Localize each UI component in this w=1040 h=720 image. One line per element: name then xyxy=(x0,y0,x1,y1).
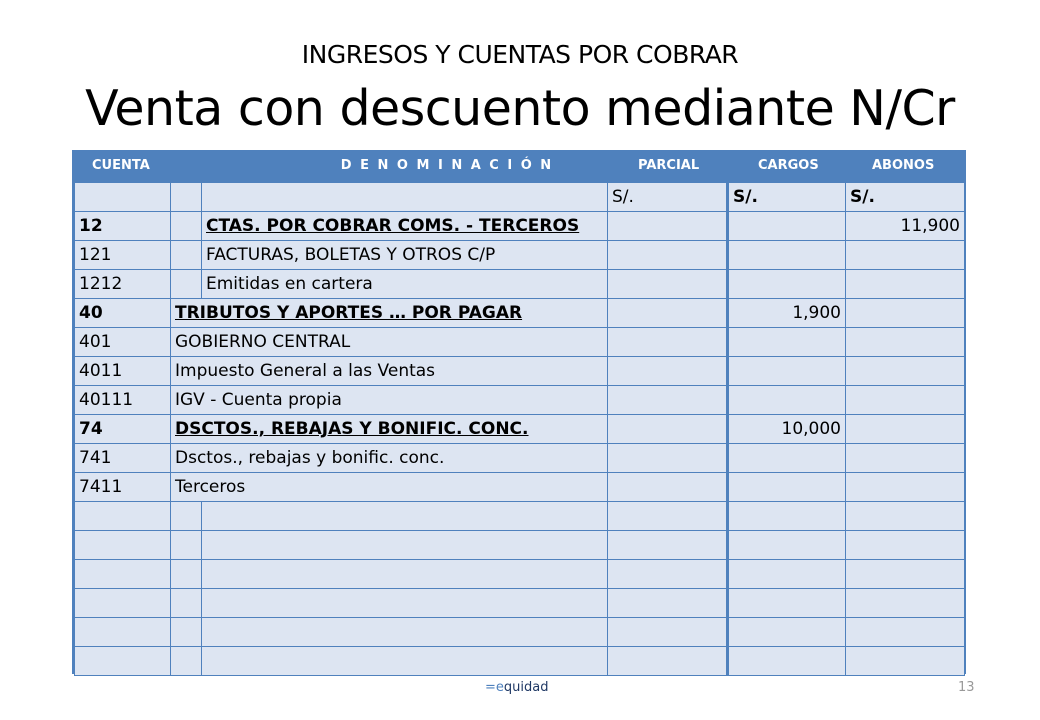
ledger-row xyxy=(75,299,965,328)
column-header-denominacion: D E N O M I N A C I Ó N xyxy=(340,158,554,173)
spacer-cell xyxy=(171,183,202,212)
spacer-cell xyxy=(171,270,202,299)
spacer-cell xyxy=(171,502,202,531)
ledger-row xyxy=(75,357,965,386)
cargos-amount xyxy=(728,473,846,502)
ledger-table xyxy=(72,180,966,674)
parcial-cell xyxy=(608,241,728,270)
currency-row xyxy=(75,183,965,212)
cuenta-cell xyxy=(75,502,171,531)
cuenta-cell xyxy=(75,618,171,647)
abonos-cell xyxy=(846,647,965,676)
account-code: 4011 xyxy=(75,357,171,386)
account-name: DSCTOS., REBAJAS Y BONIFIC. CONC. xyxy=(171,415,608,444)
empty-row xyxy=(75,560,965,589)
parcial-cell xyxy=(608,386,728,415)
spacer-cell xyxy=(171,241,202,270)
cargos-cell xyxy=(728,589,846,618)
account-code: 74 xyxy=(75,415,171,444)
abonos-amount xyxy=(846,444,965,473)
abonos-amount xyxy=(846,299,965,328)
parcial-cell xyxy=(608,328,728,357)
empty-row xyxy=(75,502,965,531)
cargos-cell xyxy=(728,560,846,589)
ledger-row xyxy=(75,386,965,415)
abonos-cell xyxy=(846,618,965,647)
cargos-amount: 10,000 xyxy=(728,415,846,444)
column-header-cuenta: CUENTA xyxy=(92,158,150,173)
cargos-amount: 1,900 xyxy=(728,299,846,328)
page-number: 13 xyxy=(958,680,975,695)
spacer-cell xyxy=(171,618,202,647)
spacer-cell xyxy=(171,560,202,589)
column-header-parcial: PARCIAL xyxy=(638,158,700,173)
ledger-row xyxy=(75,212,965,241)
cargos-cell xyxy=(728,531,846,560)
ledger-row xyxy=(75,473,965,502)
cargos-currency: S/. xyxy=(728,183,846,212)
denominacion-cell xyxy=(202,183,608,212)
cuenta-cell xyxy=(75,560,171,589)
account-code: 741 xyxy=(75,444,171,473)
denominacion-cell xyxy=(202,589,608,618)
parcial-currency: S/. xyxy=(608,183,728,212)
spacer-cell xyxy=(171,212,202,241)
abonos-amount xyxy=(846,473,965,502)
empty-row xyxy=(75,647,965,676)
cargos-amount xyxy=(728,444,846,473)
parcial-cell xyxy=(608,647,728,676)
cuenta-cell xyxy=(75,183,171,212)
account-name: CTAS. POR COBRAR COMS. - TERCEROS xyxy=(202,212,608,241)
abonos-amount: 11,900 xyxy=(846,212,965,241)
parcial-cell xyxy=(608,531,728,560)
parcial-cell xyxy=(608,473,728,502)
cuenta-cell xyxy=(75,589,171,618)
parcial-cell xyxy=(608,270,728,299)
cuenta-cell xyxy=(75,647,171,676)
denominacion-cell xyxy=(202,618,608,647)
abonos-amount xyxy=(846,241,965,270)
parcial-cell xyxy=(608,618,728,647)
spacer-cell xyxy=(171,647,202,676)
account-code: 40111 xyxy=(75,386,171,415)
cargos-amount xyxy=(728,241,846,270)
parcial-cell xyxy=(608,415,728,444)
abonos-amount xyxy=(846,328,965,357)
abonos-amount xyxy=(846,357,965,386)
abonos-amount xyxy=(846,270,965,299)
parcial-cell xyxy=(608,299,728,328)
account-name: GOBIERNO CENTRAL xyxy=(171,328,608,357)
account-name: Emitidas en cartera xyxy=(202,270,608,299)
empty-row xyxy=(75,589,965,618)
slide-title: Venta con descuento mediante N/Cr xyxy=(85,80,955,137)
account-code: 12 xyxy=(75,212,171,241)
abonos-amount xyxy=(846,386,965,415)
account-code: 121 xyxy=(75,241,171,270)
denominacion-cell xyxy=(202,502,608,531)
spacer-cell xyxy=(171,589,202,618)
cargos-amount xyxy=(728,357,846,386)
ledger-row xyxy=(75,241,965,270)
parcial-cell xyxy=(608,560,728,589)
denominacion-cell xyxy=(202,647,608,676)
column-header-cargos: CARGOS xyxy=(758,158,819,173)
denominacion-cell xyxy=(202,560,608,589)
cargos-amount xyxy=(728,386,846,415)
account-code: 7411 xyxy=(75,473,171,502)
account-name: Impuesto General a las Ventas xyxy=(171,357,608,386)
ledger-row xyxy=(75,270,965,299)
spacer-cell xyxy=(171,531,202,560)
empty-row xyxy=(75,618,965,647)
account-code: 40 xyxy=(75,299,171,328)
cuenta-cell xyxy=(75,531,171,560)
cargos-amount xyxy=(728,328,846,357)
cargos-amount xyxy=(728,212,846,241)
denominacion-cell xyxy=(202,531,608,560)
parcial-cell xyxy=(608,589,728,618)
ledger-row xyxy=(75,415,965,444)
cargos-cell xyxy=(728,502,846,531)
ledger-header xyxy=(72,150,966,181)
account-name: FACTURAS, BOLETAS Y OTROS C/P xyxy=(202,241,608,270)
ledger-grid xyxy=(74,182,965,676)
parcial-cell xyxy=(608,502,728,531)
cargos-cell xyxy=(728,647,846,676)
ledger-row xyxy=(75,328,965,357)
account-name: IGV - Cuenta propia xyxy=(171,386,608,415)
slide-subtitle: INGRESOS Y CUENTAS POR COBRAR xyxy=(301,40,739,69)
empty-row xyxy=(75,531,965,560)
account-code: 401 xyxy=(75,328,171,357)
account-name: TRIBUTOS Y APORTES … POR PAGAR xyxy=(171,299,608,328)
account-name: Dsctos., rebajas y bonific. conc. xyxy=(171,444,608,473)
parcial-cell xyxy=(608,357,728,386)
parcial-cell xyxy=(608,444,728,473)
column-header-abonos: ABONOS xyxy=(872,158,935,173)
abonos-currency: S/. xyxy=(846,183,965,212)
cargos-amount xyxy=(728,270,846,299)
abonos-cell xyxy=(846,502,965,531)
account-name: Terceros xyxy=(171,473,608,502)
account-code: 1212 xyxy=(75,270,171,299)
abonos-cell xyxy=(846,560,965,589)
abonos-amount xyxy=(846,415,965,444)
abonos-cell xyxy=(846,531,965,560)
cargos-cell xyxy=(728,618,846,647)
ledger-row xyxy=(75,444,965,473)
abonos-cell xyxy=(846,589,965,618)
parcial-cell xyxy=(608,212,728,241)
brand-logo: =equidad xyxy=(485,680,549,695)
